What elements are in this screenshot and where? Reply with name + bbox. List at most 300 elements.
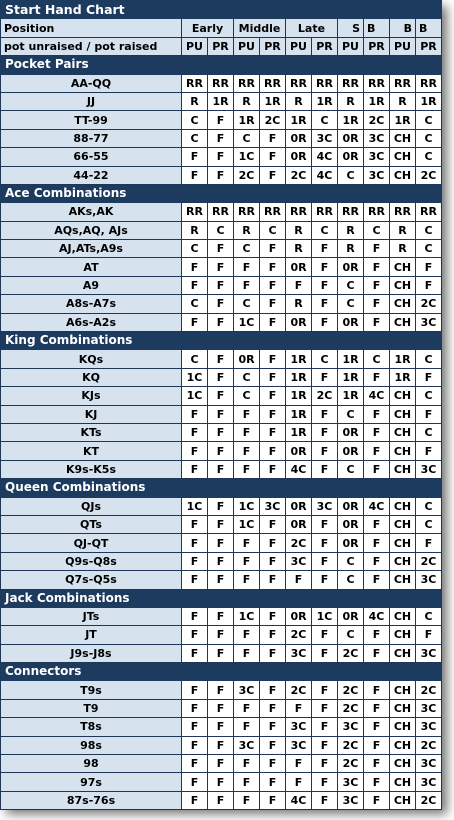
hand-label: T8s [1,718,182,736]
action-cell: C [416,350,442,368]
action-cell: R [390,221,416,239]
hand-row [1,607,442,625]
hand-row [1,129,442,147]
action-cell: 3C [416,460,442,478]
section-header: Queen Combinations [1,479,442,497]
action-cell: F [234,571,260,589]
action-cell: F [234,405,260,423]
action-cell: 2C [260,111,286,129]
action-cell: F [312,644,338,662]
action-cell: 0R [338,129,364,147]
position-bb-b1: B [390,19,416,37]
action-cell: C [182,129,208,147]
action-cell: R [338,92,364,110]
action-cell: 2C [416,552,442,570]
action-cell: 1R [208,92,234,110]
hand-row [1,423,442,441]
action-cell: F [312,313,338,331]
action-cell: RR [260,203,286,221]
hand-row [1,699,442,717]
action-cell: F [364,460,390,478]
action-cell: F [312,460,338,478]
action-cell: CH [390,534,416,552]
action-cell: C [338,276,364,294]
action-code-header: PU [390,37,416,55]
action-cell: 1C [234,607,260,625]
action-cell: CH [390,552,416,570]
action-cell: CH [390,276,416,294]
action-cell: 1R [338,111,364,129]
section-header: Ace Combinations [1,184,442,202]
action-cell: 1R [338,368,364,386]
action-cell: C [234,368,260,386]
action-cell: F [312,755,338,773]
hand-label: KTs [1,423,182,441]
action-code-header: PR [416,37,442,55]
action-cell: CH [390,644,416,662]
action-cell: F [260,240,286,258]
section-header: King Combinations [1,332,442,350]
hand-label: A9 [1,276,182,294]
action-cell: F [182,699,208,717]
action-cell: C [234,129,260,147]
action-cell: F [182,571,208,589]
action-cell: F [286,755,312,773]
hand-row [1,148,442,166]
hand-label: AQs,AQ, AJs [1,221,182,239]
action-cell: F [182,791,208,809]
hand-label: JJ [1,92,182,110]
action-cell: 4C [286,460,312,478]
action-cell: R [286,221,312,239]
action-cell: F [260,607,286,625]
action-cell: F [364,736,390,754]
action-cell: CH [390,423,416,441]
action-cell: 1R [234,111,260,129]
action-cell: CH [390,773,416,791]
hand-label: KJ [1,405,182,423]
action-cell: F [364,295,390,313]
action-cell: F [364,368,390,386]
hand-row [1,240,442,258]
action-cell: F [208,148,234,166]
hand-row [1,718,442,736]
action-cell: 2C [234,166,260,184]
action-cell: F [208,718,234,736]
action-cell: F [260,423,286,441]
action-cell: F [416,534,442,552]
action-cell: C [416,111,442,129]
action-cell: F [208,129,234,147]
action-cell: R [286,240,312,258]
action-cell: F [260,515,286,533]
action-cell: C [364,350,390,368]
action-cell: C [182,240,208,258]
action-cell: F [364,240,390,258]
action-cell: F [364,534,390,552]
action-cell: F [208,607,234,625]
action-cell: RR [312,203,338,221]
action-cell: C [338,405,364,423]
action-cell: F [416,368,442,386]
action-cell: F [208,681,234,699]
action-cell: C [416,148,442,166]
action-cell: F [208,258,234,276]
action-cell: RR [312,74,338,92]
action-cell: F [312,571,338,589]
action-cell: F [234,718,260,736]
action-cell: C [338,571,364,589]
action-cell: F [182,681,208,699]
action-cell: F [182,405,208,423]
hand-label: AJ,ATs,A9s [1,240,182,258]
action-cell: 3C [416,718,442,736]
position-header-label: Position [1,19,182,37]
action-cell: F [234,534,260,552]
action-cell: 1C [234,497,260,515]
hand-row [1,405,442,423]
hand-label: T9 [1,699,182,717]
action-cell: 1C [234,515,260,533]
hand-label: A8s-A7s [1,295,182,313]
action-cell: F [364,644,390,662]
action-cell: 1R [416,92,442,110]
action-cell: 1C [182,497,208,515]
chart-title: Start Hand Chart [1,1,442,19]
action-cell: F [364,258,390,276]
action-cell: F [260,460,286,478]
action-cell: F [416,626,442,644]
action-cell: F [208,166,234,184]
action-cell: R [338,240,364,258]
action-cell: CH [390,515,416,533]
hand-label: 87s-76s [1,791,182,809]
action-cell: CH [390,148,416,166]
action-cell: RR [182,203,208,221]
action-cell: RR [182,74,208,92]
hand-label: K9s-K5s [1,460,182,478]
action-cell: F [182,166,208,184]
action-cell: F [312,699,338,717]
hand-row [1,626,442,644]
action-cell: 1R [390,368,416,386]
action-cell: F [364,442,390,460]
hand-row [1,442,442,460]
action-cell: 0R [338,515,364,533]
action-cell: C [416,497,442,515]
action-cell: C [234,295,260,313]
action-cell: 3C [286,736,312,754]
action-cell: RR [234,203,260,221]
action-cell: F [286,773,312,791]
hand-label: 44-22 [1,166,182,184]
action-cell: 0R [338,442,364,460]
action-cell: 3C [416,699,442,717]
action-cell: F [234,755,260,773]
action-cell: 3C [364,166,390,184]
action-code-header: PR [208,37,234,55]
hand-row [1,350,442,368]
position-late: Late [286,19,338,37]
action-cell: 1R [338,350,364,368]
action-cell: F [416,442,442,460]
action-cell: F [260,295,286,313]
hand-row [1,295,442,313]
action-cell: 1R [312,92,338,110]
action-cell: 3C [338,791,364,809]
action-cell: 4C [364,387,390,405]
hand-row [1,681,442,699]
action-cell: F [208,368,234,386]
action-cell: R [390,240,416,258]
action-cell: CH [390,387,416,405]
action-cell: F [364,571,390,589]
hand-row [1,791,442,809]
action-cell: 1R [286,111,312,129]
action-cell: F [364,405,390,423]
action-cell: 3C [312,497,338,515]
action-cell: 0R [286,129,312,147]
hand-label: KT [1,442,182,460]
action-code-header: PU [338,37,364,55]
action-cell: F [234,626,260,644]
action-cell: 2C [338,736,364,754]
action-cell: F [182,258,208,276]
action-cell: 0R [286,607,312,625]
action-cell: F [208,276,234,294]
action-cell: 2C [338,755,364,773]
action-cell: 1R [390,111,416,129]
action-cell: F [312,626,338,644]
action-cell: 1R [286,387,312,405]
action-cell: 0R [286,258,312,276]
action-cell: F [182,607,208,625]
action-cell: 2C [364,111,390,129]
action-cell: C [416,423,442,441]
action-cell: 0R [338,497,364,515]
hand-label: A6s-A2s [1,313,182,331]
hand-row [1,166,442,184]
action-cell: CH [390,129,416,147]
action-cell: C [338,626,364,644]
action-cell: 3C [416,313,442,331]
action-cell: F [260,534,286,552]
action-cell: F [364,552,390,570]
action-cell: C [260,221,286,239]
position-sb-s: S [338,19,364,37]
action-cell: 3C [416,644,442,662]
action-cell: C [416,607,442,625]
hand-row [1,92,442,110]
action-cell: F [312,276,338,294]
action-cell: 3C [286,552,312,570]
action-cell: F [234,460,260,478]
hand-label: JTs [1,607,182,625]
action-cell: CH [390,442,416,460]
action-cell: 2C [416,681,442,699]
action-cell: F [260,791,286,809]
hand-label: AKs,AK [1,203,182,221]
action-cell: R [182,92,208,110]
action-cell: 4C [312,148,338,166]
action-cell: C [182,111,208,129]
hand-label: QTs [1,515,182,533]
action-cell: F [260,368,286,386]
action-cell: F [364,515,390,533]
hand-label: AT [1,258,182,276]
hand-label: Q7s-Q5s [1,571,182,589]
action-cell: C [416,221,442,239]
action-cell: F [312,681,338,699]
action-cell: F [364,626,390,644]
action-cell: F [208,423,234,441]
action-cell: 2C [286,681,312,699]
action-cell: F [208,755,234,773]
action-cell: CH [390,718,416,736]
action-cell: F [364,313,390,331]
action-cell: F [182,313,208,331]
hand-row [1,755,442,773]
action-cell: F [312,552,338,570]
action-cell: C [182,295,208,313]
action-cell: 2C [286,626,312,644]
action-cell: F [364,681,390,699]
action-cell: CH [390,699,416,717]
action-cell: RR [260,74,286,92]
action-code-header: PU [182,37,208,55]
action-cell: F [312,405,338,423]
hand-label: KJs [1,387,182,405]
action-cell: F [312,368,338,386]
hand-label: JT [1,626,182,644]
action-cell: C [312,111,338,129]
action-cell: F [208,111,234,129]
action-cell: F [208,736,234,754]
action-cell: 0R [286,515,312,533]
action-cell: F [260,166,286,184]
action-cell: RR [234,74,260,92]
action-cell: F [208,442,234,460]
action-cell: 0R [338,258,364,276]
action-cell: C [416,515,442,533]
action-cell: 1C [234,313,260,331]
action-cell: RR [364,203,390,221]
action-cell: 3C [338,718,364,736]
action-cell: 1R [364,92,390,110]
hand-row [1,534,442,552]
action-cell: 0R [338,423,364,441]
action-cell: F [364,773,390,791]
action-cell: F [312,423,338,441]
action-cell: 1R [390,350,416,368]
hand-row [1,74,442,92]
action-cell: F [182,423,208,441]
action-cell: C [208,221,234,239]
action-cell: F [260,148,286,166]
action-cell: F [208,313,234,331]
action-cell: F [208,644,234,662]
action-cell: C [234,387,260,405]
action-cell: C [338,460,364,478]
action-cell: CH [390,736,416,754]
hand-row [1,111,442,129]
action-header-label: pot unraised / pot raised [1,37,182,55]
action-cell: 0R [286,148,312,166]
action-cell: F [260,718,286,736]
action-cell: F [182,773,208,791]
action-cell: RR [416,74,442,92]
action-cell: 3C [364,129,390,147]
hand-label: KQ [1,368,182,386]
action-cell: 0R [286,497,312,515]
action-cell: 4C [364,497,390,515]
position-early: Early [182,19,234,37]
hand-label: T9s [1,681,182,699]
action-cell: F [234,423,260,441]
action-cell: 4C [364,607,390,625]
hand-row [1,276,442,294]
action-cell: 2C [416,791,442,809]
action-cell: F [208,350,234,368]
action-cell: R [234,92,260,110]
hand-row [1,313,442,331]
action-cell: F [260,736,286,754]
action-cell: 0R [234,350,260,368]
section-header: Connectors [1,663,442,681]
section-header: Jack Combinations [1,589,442,607]
action-cell: CH [390,681,416,699]
action-cell: F [312,773,338,791]
hand-row [1,387,442,405]
action-cell: F [312,736,338,754]
action-cell: F [208,460,234,478]
action-cell: F [182,276,208,294]
action-cell: 3C [234,736,260,754]
action-cell: F [182,552,208,570]
action-cell: F [182,644,208,662]
action-cell: F [364,699,390,717]
action-cell: F [234,552,260,570]
hand-label: TT-99 [1,111,182,129]
action-cell: F [260,313,286,331]
action-cell: 0R [338,607,364,625]
action-cell: F [312,258,338,276]
action-cell: RR [338,74,364,92]
hand-label: 88-77 [1,129,182,147]
action-cell: 3C [260,497,286,515]
action-cell: F [208,387,234,405]
action-cell: F [182,755,208,773]
action-cell: F [416,405,442,423]
action-cell: F [416,258,442,276]
action-cell: 3C [338,773,364,791]
action-cell: F [260,699,286,717]
action-cell: RR [338,203,364,221]
action-code-header: PU [234,37,260,55]
action-cell: F [260,626,286,644]
hand-row [1,552,442,570]
action-cell: F [260,571,286,589]
action-cell: F [260,129,286,147]
action-cell: F [312,534,338,552]
hand-label: 98s [1,736,182,754]
hand-row [1,515,442,533]
action-cell: F [234,258,260,276]
action-cell: 3C [286,644,312,662]
action-cell: 3C [234,681,260,699]
action-cell: F [208,626,234,644]
action-cell: F [364,423,390,441]
